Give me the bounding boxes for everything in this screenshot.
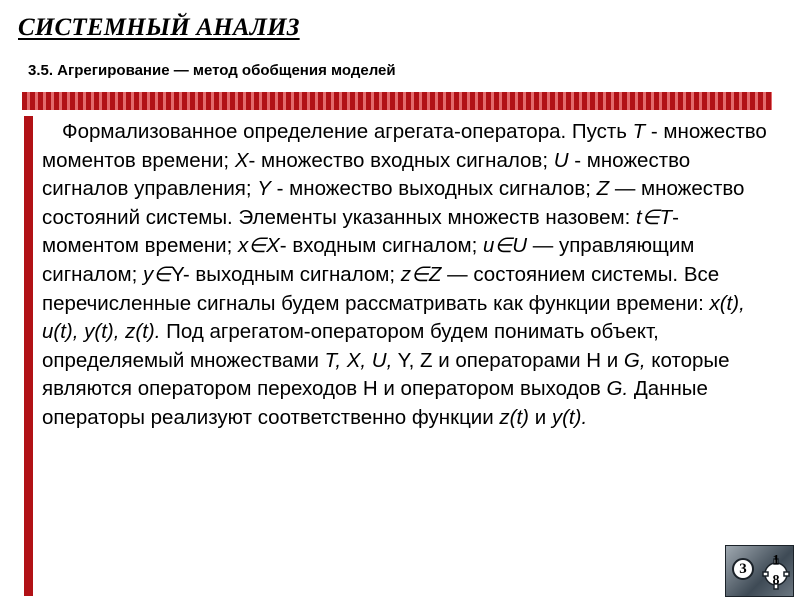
text-segment: y∈ — [142, 262, 172, 286]
text-segment: Х — [234, 148, 249, 172]
text-segment: которые являются оператором переходов Н и оператором выходов — [42, 348, 730, 401]
text-segment: z(t) — [499, 405, 530, 429]
header-stripe-divider — [22, 92, 772, 110]
text-segment: — множество состояний системы. Элементы указанных множеств назовем: — [42, 177, 745, 229]
text-segment: Y, Z и операторами Н и — [392, 348, 624, 372]
text-segment: x(t), u(t), y(t), z(t). — [42, 291, 745, 344]
text-segment: - множество выходных сигналов; — [270, 177, 597, 201]
badge-circle-icon — [732, 558, 754, 580]
text-segment: Z — [596, 177, 610, 201]
text-segment: G, — [623, 348, 646, 372]
text-segment: - входным сигналом; — [279, 234, 483, 258]
text-segment: Y- выходным сигналом; — [171, 262, 401, 286]
text-segment: U — [553, 148, 569, 172]
text-segment: z∈Z — [400, 262, 442, 286]
badge-circle-digit: 3 — [739, 560, 747, 577]
page-number-badge — [725, 545, 794, 597]
slide-subtitle: 3.5. Агрегирование — метод обобщения моделей — [28, 62, 396, 79]
text-segment: Данные операторы реализуют соответственно функции — [42, 377, 708, 429]
text-segment: — состоянием системы. Все перечисленные сигналы будем рассматривать как функции времени: — [42, 262, 720, 315]
text-segment: - моментом времени; — [42, 205, 679, 258]
slide-title: СИСТЕМНЫЙ АНАЛИЗ — [18, 14, 300, 41]
text-segment: y(t). — [551, 405, 588, 429]
text-segment: Формализованное определение агрегата-оператора. Пусть — [62, 120, 633, 143]
text-segment: Y — [257, 177, 271, 201]
text-segment: - множество сигналов управления; — [42, 148, 691, 201]
badge-gear-digits: 1 8 — [772, 553, 780, 588]
text-segment: Т, X, U, — [324, 348, 393, 372]
text-segment: u∈U — [482, 234, 528, 258]
text-segment: - множество входных сигналов; — [248, 148, 554, 172]
text-segment: Под агрегатом-оператором будем понимать объект, определяемый множествами — [42, 320, 659, 372]
body-paragraph — [42, 118, 780, 433]
text-segment: - множество моментов времени; — [42, 120, 767, 172]
text-segment: Т — [632, 120, 646, 143]
left-accent-bar — [24, 116, 33, 596]
text-segment: G. — [606, 377, 629, 401]
text-segment: t∈T — [636, 205, 673, 229]
text-segment: и — [529, 405, 552, 429]
text-segment: x∈X — [238, 234, 280, 258]
text-segment: — управляющим сигналом; — [42, 234, 695, 286]
